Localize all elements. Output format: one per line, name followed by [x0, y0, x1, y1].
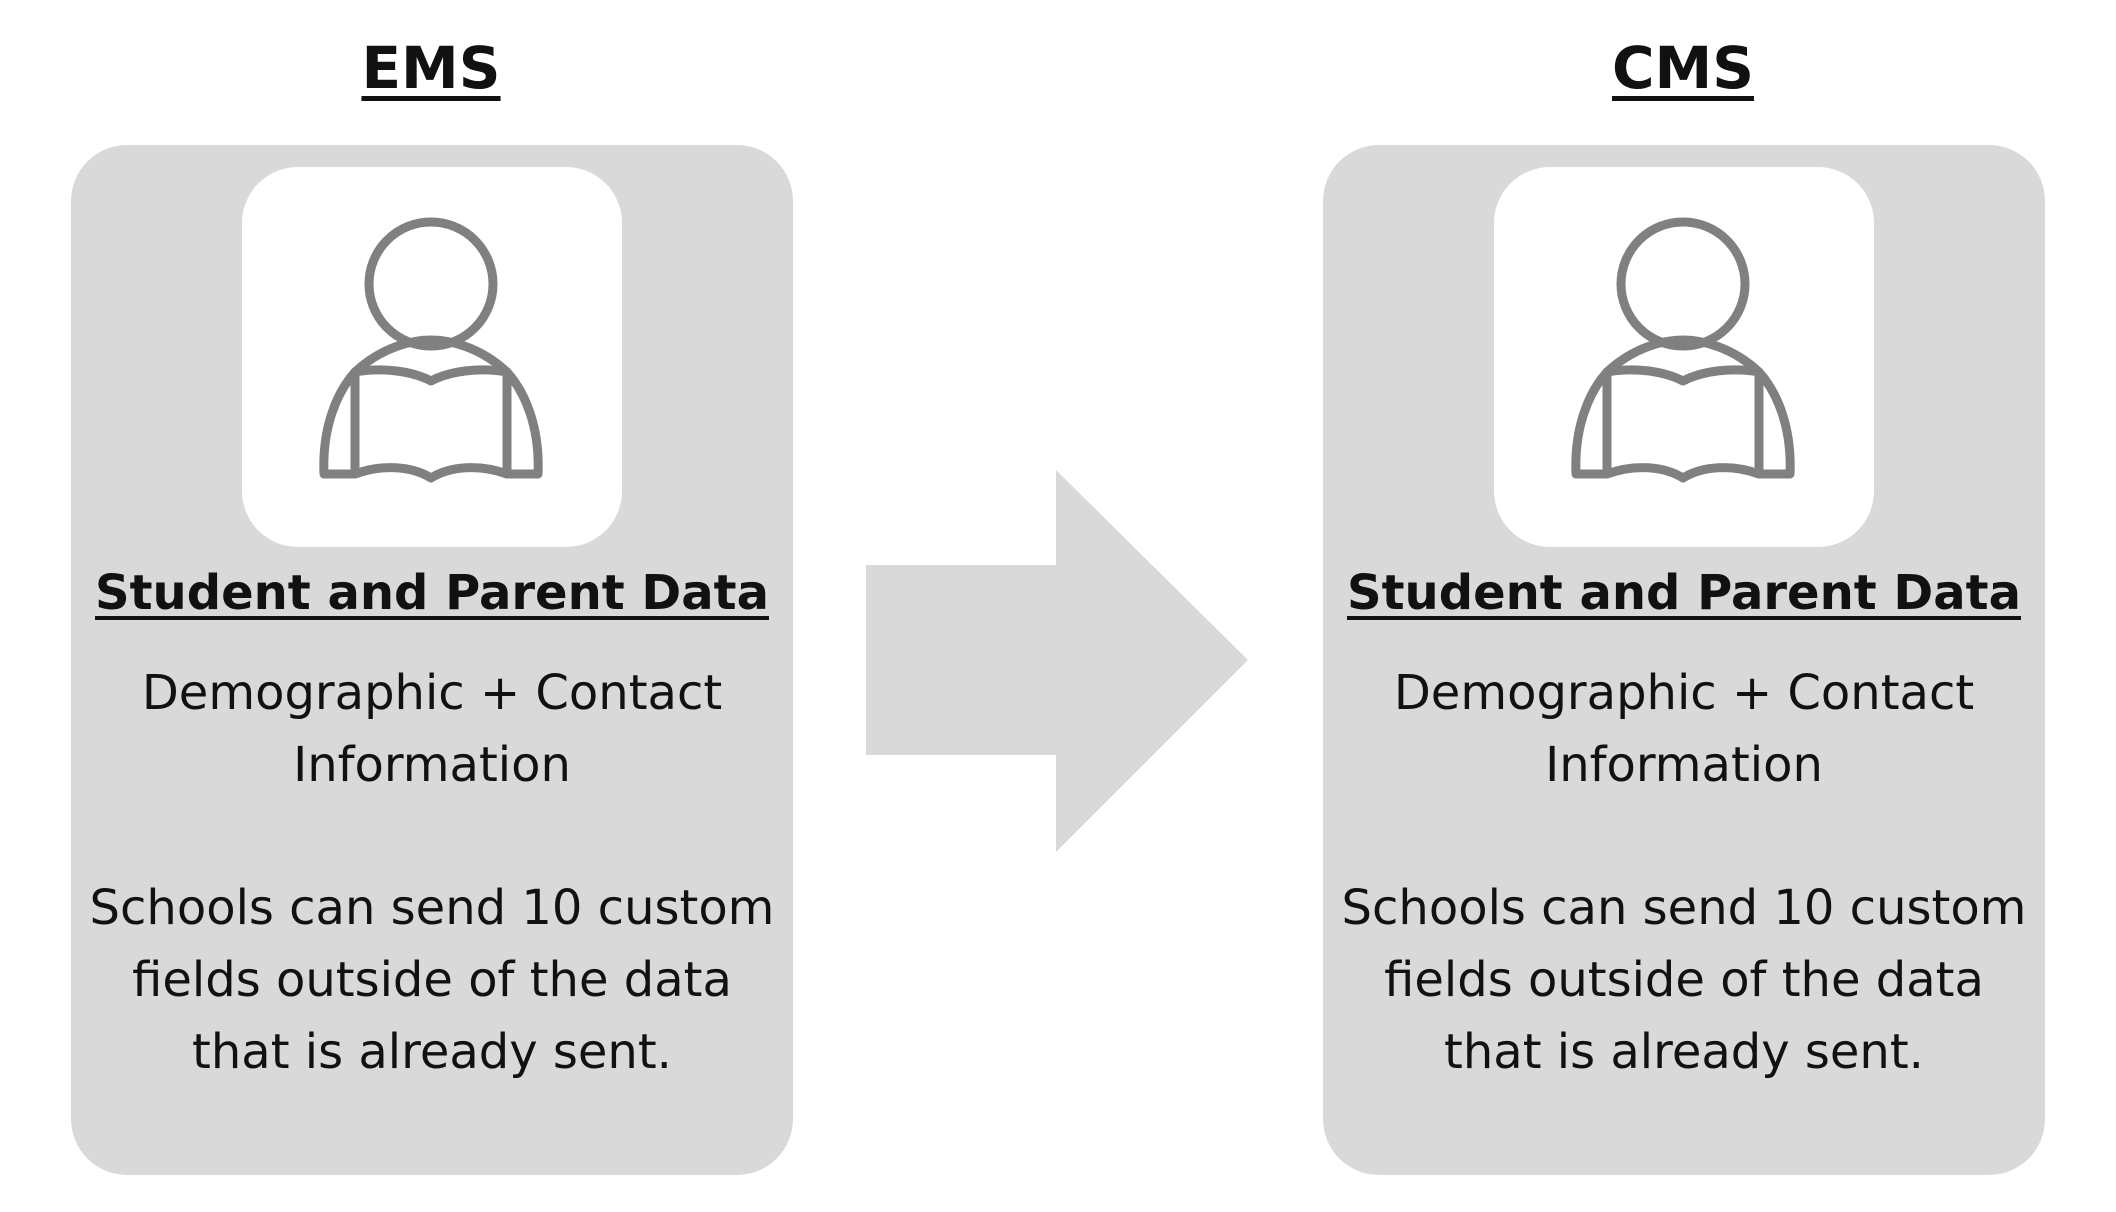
cms-desc-line-2: fields outside of the data	[1384, 952, 1984, 1008]
cms-desc-line-1: Schools can send 10 custom	[1341, 880, 2027, 936]
ems-heading: Student and Parent Data	[95, 565, 769, 621]
cms-subtitle	[1353, 657, 2015, 801]
ems-card	[71, 145, 793, 1175]
ems-subtitle-line-1: Demographic + Contact	[141, 665, 723, 721]
ems-desc-line-2: fields outside of the data	[132, 952, 732, 1008]
ems-desc-line-1: Schools can send 10 custom	[89, 880, 775, 936]
ems-subtitle-line-2: Information	[293, 737, 571, 793]
person-reading-book-icon	[242, 167, 622, 547]
ems-desc-line-3: that is already sent.	[192, 1024, 672, 1080]
cms-heading: Student and Parent Data	[1347, 565, 2021, 621]
cms-desc-line-3: that is already sent.	[1444, 1024, 1924, 1080]
person-reading-book-icon	[1494, 167, 1874, 547]
cms-subtitle-line-2: Information	[1545, 737, 1823, 793]
cms-description	[1323, 872, 2045, 1088]
cms-icon-box	[1494, 167, 1874, 547]
cms-title: CMS	[1611, 34, 1755, 102]
ems-icon-box	[242, 167, 622, 547]
cms-subtitle-line-1: Demographic + Contact	[1393, 665, 1975, 721]
cms-card	[1323, 145, 2045, 1175]
right-arrow-icon	[866, 470, 1248, 852]
ems-title: EMS	[361, 34, 501, 102]
ems-subtitle	[101, 657, 763, 801]
ems-description	[71, 872, 793, 1088]
